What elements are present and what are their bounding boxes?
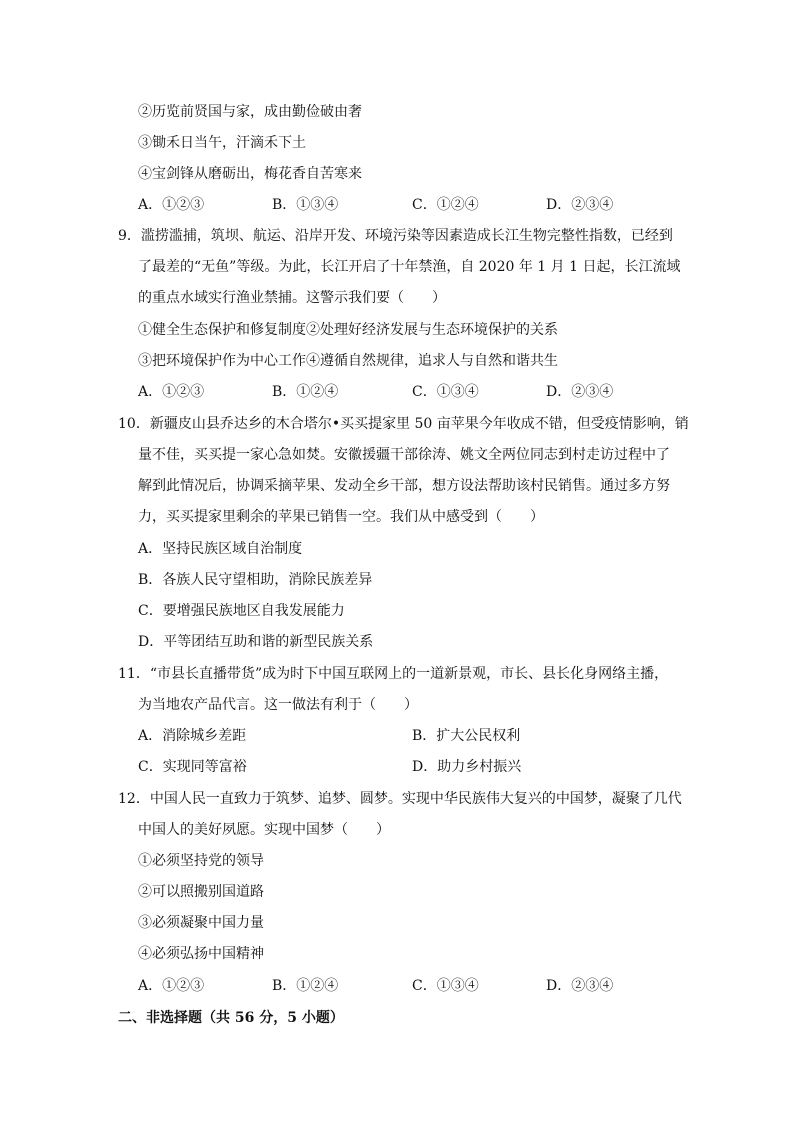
q11-stem-line-1: 11．“市县长直播带货”成为时下中国互联网上的一道新景观，市长、县长化身网络主播， [118,666,669,682]
q9-option-b: B．①②④ [272,384,339,400]
q9-stem-line-3: 的重点水域实行渔业禁捕。这警示我们要（ ） [138,290,446,306]
q12-item-3: ③必须凝聚中国力量 [138,915,264,931]
q9-option-a: A．①②③ [138,384,205,400]
q9-stem-line-2: 了最差的“无鱼”等级。为此，长江开启了十年禁渔，自 2020 年 1 月 1 日起，长江流域 [138,259,681,275]
q10-stem-line-1: 10．新疆皮山县乔达乡的木合塔尔•买买提家里 50 亩苹果今年收成不错，但受疫情影响，销 [118,416,689,432]
q9-item-line-2: ③把环境保护作为中心工作④遵循自然规律，追求人与自然和谐共生 [138,353,558,369]
q9-option-c: C．①③④ [412,384,479,400]
q9-option-d: D．②③④ [546,384,614,400]
q11-option-c: C．实现同等富裕 [138,759,247,775]
q11-option-a: A．消除城乡差距 [138,728,247,744]
q12-option-b: B．①②④ [272,978,339,994]
q12-stem-line-1: 12．中国人民一直致力于筑梦、追梦、圆梦。实现中华民族伟大复兴的中国梦，凝聚了几代 [118,791,682,807]
q12-item-1: ①必须坚持党的领导 [138,853,264,869]
q8-option-c: C．①②④ [412,197,479,213]
q8-item-4: ④宝剑锋从磨砺出，梅花香自苦寒来 [138,166,362,182]
q12-option-a: A．①②③ [138,978,205,994]
q8-option-b: B．①③④ [272,197,339,213]
q9-item-line-1: ①健全生态保护和修复制度②处理好经济发展与生态环境保护的关系 [138,322,558,338]
q8-option-d: D．②③④ [546,197,614,213]
q10-option-c: C．要增强民族地区自我发展能力 [138,603,345,619]
q12-stem-line-2: 中国人的美好夙愿。实现中国梦（ ） [138,822,390,838]
section-2-title: 二、非选择题（共 56 分，5 小题） [118,1010,344,1026]
q10-option-a: A．坚持民族区域自治制度 [138,541,303,557]
q12-item-2: ②可以照搬别国道路 [138,884,264,900]
q9-stem-line-1: 9．滥捞滥捕，筑坝、航运、沿岸开发、环境污染等因素造成长江生物完整性指数，已经到 [118,228,673,244]
q10-stem-line-4: 力，买买提家里剩余的苹果已销售一空。我们从中感受到（ ） [138,509,544,525]
q10-option-b: B．各族人民守望相助，消除民族差异 [138,572,373,588]
q8-item-3: ③锄禾日当午，汗滴禾下土 [138,135,306,151]
q12-option-d: D．②③④ [546,978,614,994]
q8-option-a: A．①②③ [138,197,205,213]
q10-stem-line-2: 量不佳，买买提一家心急如焚。安徽援疆干部徐涛、姚文全两位同志到村走访过程中了 [138,447,670,463]
q12-item-4: ④必须弘扬中国精神 [138,946,264,962]
q10-stem-line-3: 解到此情况后，协调采摘苹果、发动全乡干部，想方设法帮助该村民销售。通过多方努 [138,478,670,494]
q11-option-b: B．扩大公民权利 [412,728,521,744]
q12-option-c: C．①③④ [412,978,479,994]
q10-option-d: D．平等团结互助和谐的新型民族关系 [138,634,374,650]
q11-option-d: D．助力乡村振兴 [412,759,522,775]
q11-stem-line-2: 为当地农产品代言。这一做法有利于（ ） [138,697,418,713]
q8-item-2: ②历览前贤国与家，成由勤俭破由奢 [138,104,362,120]
